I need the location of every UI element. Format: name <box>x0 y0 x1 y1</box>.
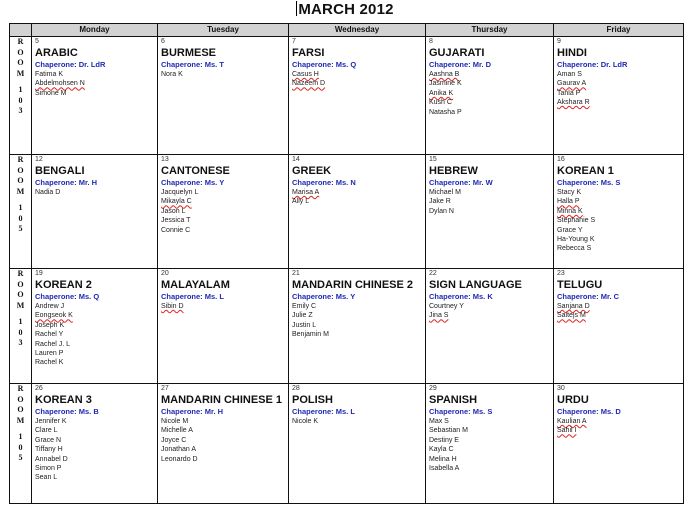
day-cell <box>289 269 426 384</box>
header-wednesday: Wednesday <box>289 24 426 37</box>
room-letter: R <box>17 37 24 46</box>
student-name: Connie C <box>161 226 191 234</box>
date-number: 14 <box>292 156 300 163</box>
day-cell <box>158 269 289 384</box>
room-letter: O <box>17 405 24 414</box>
chaperone-label: Chaperone: Ms. S <box>557 178 621 187</box>
student-name: Nora K <box>161 71 183 78</box>
header-monday: Monday <box>32 24 158 37</box>
student-name: Clare L <box>35 427 58 435</box>
date-number: 21 <box>292 270 300 277</box>
student-name: Jacquelyn L <box>161 189 199 196</box>
language-name: KOREAN 2 <box>35 279 92 291</box>
student-name: Sanjana D <box>557 303 590 310</box>
language-name: ARABIC <box>35 47 78 59</box>
corner-cell <box>10 24 32 37</box>
date-number: 8 <box>429 38 433 45</box>
room-label <box>10 269 32 384</box>
student-name: Gaurav A <box>557 80 587 88</box>
room-letter: O <box>17 47 24 57</box>
student-name: Joseph K <box>35 321 65 329</box>
student-name: Sean L <box>35 474 58 482</box>
student-name: Ally L <box>292 198 310 206</box>
student-name: Melina H <box>429 455 457 463</box>
student-name: Joyce C <box>161 436 187 444</box>
student-name: Isabella A <box>429 465 460 473</box>
date-number: 20 <box>161 270 169 277</box>
language-name: FARSI <box>292 47 325 59</box>
day-cell <box>289 155 426 269</box>
student-name: Jake R <box>429 198 451 206</box>
chaperone-label: Chaperone: Ms. T <box>161 60 224 69</box>
student-name: Julie Z <box>292 312 313 320</box>
language-name: KOREAN 1 <box>557 165 614 177</box>
room-label <box>10 37 32 155</box>
student-name: Abdelmohsen N <box>35 80 85 88</box>
day-cell <box>426 384 554 504</box>
room-letter: O <box>17 290 24 299</box>
room-letter: 1 <box>18 203 23 212</box>
language-name: GUJARATI <box>429 47 485 59</box>
date-number: 13 <box>161 156 169 163</box>
day-cell <box>158 155 289 269</box>
language-name: BENGALI <box>35 165 85 177</box>
language-name: HINDI <box>557 47 587 59</box>
day-cell <box>554 37 684 155</box>
chaperone-label: Chaperone: Ms. L <box>161 292 224 301</box>
weekday-header-row <box>10 24 684 37</box>
chaperone-label: Chaperone: Ms. K <box>429 292 493 301</box>
date-number: 23 <box>557 270 565 277</box>
chaperone-label: Chaperone: Mr. D <box>429 60 492 69</box>
student-name: Annabel D <box>35 455 68 463</box>
student-name: Stephanie S <box>557 217 596 225</box>
student-name: Simon P <box>35 465 62 473</box>
student-name: Fatima K <box>35 71 64 78</box>
room-letter: O <box>17 58 24 67</box>
room-letter: M <box>16 300 25 310</box>
chaperone-label: Chaperone: Mr. H <box>35 178 98 187</box>
date-number: 7 <box>292 38 296 45</box>
room-letter: R <box>17 155 24 164</box>
date-number: 9 <box>557 38 561 45</box>
room-letter: 3 <box>18 338 23 347</box>
student-name: Nadia D <box>35 189 61 196</box>
student-name: Jasmine K <box>429 80 462 88</box>
header-thursday: Thursday <box>426 24 554 37</box>
student-name: Courtney Y <box>429 303 464 310</box>
chaperone-label: Chaperone: Dr. LdR <box>35 60 106 69</box>
chaperone-label: Chaperone: Ms. Q <box>35 292 100 301</box>
chaperone-label: Chaperone: Ms. L <box>292 407 355 416</box>
language-name: MANDARIN CHINESE 2 <box>292 279 414 291</box>
date-number: 12 <box>35 156 43 163</box>
student-name: Lauren P <box>35 350 64 358</box>
day-cell <box>158 37 289 155</box>
date-number: 27 <box>161 385 169 392</box>
student-name: Jessica T <box>161 217 191 225</box>
chaperone-label: Chaperone: Ms. S <box>429 407 493 416</box>
student-name: Grace N <box>35 436 62 444</box>
language-name: MANDARIN CHINESE 1 <box>161 394 283 406</box>
chaperone-label: Chaperone: Ms. D <box>557 407 621 416</box>
student-name: Aman S <box>557 71 582 78</box>
date-number: 19 <box>35 270 43 277</box>
student-name: Jina S <box>429 312 449 320</box>
room-letter: 0 <box>18 442 23 452</box>
room-letter: R <box>17 384 24 393</box>
date-number: 28 <box>292 385 300 392</box>
day-cell <box>289 384 426 504</box>
student-name: Mikayla C <box>161 198 192 206</box>
room-letter: 1 <box>18 432 23 441</box>
student-name: Tanla P <box>557 89 581 97</box>
student-name: Nicole M <box>161 418 189 425</box>
day-cell <box>426 37 554 155</box>
student-name: Nicole K <box>292 418 319 425</box>
day-cell <box>32 37 158 155</box>
calendar-table <box>9 23 684 504</box>
student-name: Sibin D <box>161 303 184 310</box>
language-name: POLISH <box>292 394 333 406</box>
language-name: CANTONESE <box>161 165 230 177</box>
room-letter: 0 <box>18 213 23 223</box>
room-letter: O <box>17 165 24 175</box>
student-name: Max S <box>429 418 449 425</box>
room-letter: O <box>17 176 24 185</box>
student-name: Nazeem D <box>292 80 326 88</box>
room-letter: M <box>16 415 25 425</box>
chaperone-label: Chaperone: Ms. Y <box>292 292 356 301</box>
student-name: Stacy K <box>557 189 582 196</box>
header-tuesday: Tuesday <box>158 24 289 37</box>
chaperone-label: Chaperone: Mr. W <box>429 178 493 187</box>
week-row <box>10 37 684 155</box>
room-letter: 3 <box>18 106 23 115</box>
chaperone-label: Chaperone: Dr. LdR <box>557 60 628 69</box>
student-name: Ha-Young K <box>557 236 595 244</box>
student-name: Sebastian M <box>429 427 468 435</box>
date-number: 6 <box>161 38 165 45</box>
room-letter: M <box>16 186 25 196</box>
chaperone-label: Chaperone: Mr. H <box>161 407 224 416</box>
language-name: GREEK <box>292 165 332 177</box>
student-name: Kush C <box>429 99 452 107</box>
room-letter: 1 <box>18 317 23 326</box>
title-text: MARCH 2012 <box>298 1 394 18</box>
language-name: KOREAN 3 <box>35 394 92 406</box>
chaperone-label: Chaperone: Ms. N <box>292 178 356 187</box>
student-name: Benjamin M <box>292 331 329 339</box>
student-name: Rachel J. L <box>35 340 71 348</box>
chaperone-label: Chaperone: Ms. Q <box>292 60 357 69</box>
room-label <box>10 155 32 269</box>
room-label <box>10 384 32 504</box>
page-title <box>0 1 690 18</box>
day-cell <box>289 37 426 155</box>
language-name: TELUGU <box>557 279 603 291</box>
language-name: SIGN LANGUAGE <box>429 279 522 291</box>
date-number: 30 <box>557 385 565 392</box>
date-number: 22 <box>429 270 437 277</box>
room-letter: O <box>17 394 24 404</box>
student-name: Kaulian A <box>557 418 587 425</box>
student-name: Jonathan A <box>161 446 197 454</box>
date-number: 15 <box>429 156 437 163</box>
room-letter: 1 <box>18 85 23 94</box>
student-name: Destiny E <box>429 436 459 444</box>
room-letter: R <box>17 269 24 278</box>
date-number: 29 <box>429 385 437 392</box>
date-number: 26 <box>35 385 43 392</box>
day-cell <box>554 384 684 504</box>
student-name: Eongseok K <box>35 312 73 320</box>
student-name: Casus H <box>292 71 319 78</box>
student-name: Emily C <box>292 303 317 310</box>
day-cell <box>32 384 158 504</box>
date-number: 16 <box>557 156 565 163</box>
language-name: SPANISH <box>429 394 478 406</box>
room-letter: 0 <box>18 327 23 337</box>
student-name: Michelle A <box>161 427 193 435</box>
student-name: Rachel Y <box>35 331 64 339</box>
language-name: BURMESE <box>161 47 217 59</box>
day-cell <box>554 269 684 384</box>
day-cell <box>32 269 158 384</box>
language-name: HEBREW <box>429 165 478 177</box>
chaperone-label: Chaperone: Ms. B <box>35 407 99 416</box>
student-name: Halla P <box>557 198 580 206</box>
room-letter: M <box>16 68 25 78</box>
student-name: Minna K <box>557 207 583 215</box>
room-letter: O <box>17 279 24 289</box>
student-name: Natasha P <box>429 108 462 116</box>
header-friday: Friday <box>554 24 684 37</box>
week-row <box>10 155 684 269</box>
student-name: Rebecca S <box>557 245 592 253</box>
student-name: Akshara R <box>557 99 590 107</box>
student-name: Jennifer K <box>35 418 67 425</box>
day-cell <box>32 155 158 269</box>
student-name: Michael M <box>429 189 461 196</box>
week-row <box>10 269 684 384</box>
student-name: Saitejs M <box>557 312 586 320</box>
room-letter: 0 <box>18 95 23 105</box>
student-name: Marisa A <box>292 189 320 196</box>
student-name: Andrew J <box>35 303 65 310</box>
student-name: Jason L <box>161 207 186 215</box>
student-name: Aashna B <box>429 71 460 78</box>
chaperone-label: Chaperone: Mr. C <box>557 292 620 301</box>
student-name: Leonardo D <box>161 455 198 463</box>
room-letter: 5 <box>18 224 23 233</box>
student-name: Tiffany H <box>35 446 63 454</box>
week-row <box>10 384 684 504</box>
student-name: Justin L <box>292 321 317 329</box>
student-name: Grace Y <box>557 226 583 234</box>
chaperone-label: Chaperone: Ms. Y <box>161 178 225 187</box>
day-cell <box>426 155 554 269</box>
day-cell <box>554 155 684 269</box>
day-cell <box>158 384 289 504</box>
day-cell <box>426 269 554 384</box>
student-name: Anika K <box>429 89 454 97</box>
room-letter: 5 <box>18 453 23 462</box>
student-name: Rachel K <box>35 359 64 367</box>
language-name: URDU <box>557 394 589 406</box>
student-name: Simone M <box>35 89 67 97</box>
student-name: Sahil I <box>557 427 577 435</box>
student-name: Kayla C <box>429 446 454 454</box>
student-name: Dylan N <box>429 207 454 215</box>
language-name: MALAYALAM <box>161 279 230 291</box>
date-number: 5 <box>35 38 39 45</box>
